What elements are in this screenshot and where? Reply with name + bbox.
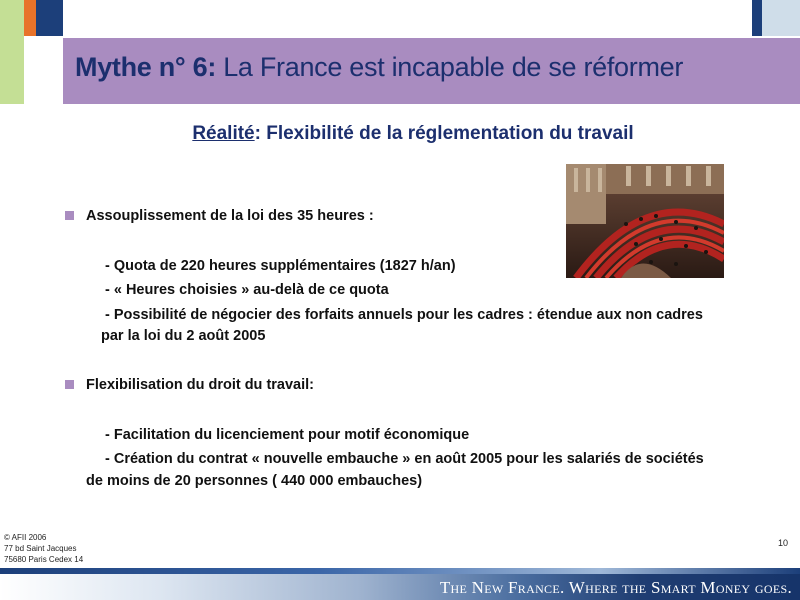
footer-line: © AFII 2006: [4, 533, 47, 542]
list-item: de moins de 20 personnes ( 440 000 embauches): [86, 473, 423, 489]
footer-address: [4, 532, 83, 565]
list-item: - Quota de 220 heures supplémentaires (1827 h/an): [105, 258, 456, 274]
section2-heading: Flexibilisation du droit du travail:: [86, 377, 314, 393]
subtitle-underlined: Réalité: [192, 123, 255, 144]
accent-strip-right-light: [762, 0, 800, 36]
bullet-square: [65, 211, 74, 220]
list-item: - Création du contrat « nouvelle embauche » en août 2005 pour les salariés de sociétés: [105, 451, 704, 467]
accent-strip-green: [0, 0, 24, 104]
accent-strip-right-navy: [752, 0, 762, 36]
list-item: - « Heures choisies » au-delà de ce quota: [105, 282, 389, 298]
slide-subtitle: [0, 123, 800, 145]
title-rest: La France est incapable de se réformer: [216, 52, 684, 82]
section1-heading: Assouplissement de la loi des 35 heures :: [86, 208, 374, 224]
list-item: par la loi du 2 août 2005: [101, 328, 266, 344]
title-bold: Mythe n° 6:: [75, 52, 217, 82]
footer-line: 75680 Paris Cedex 14: [4, 555, 84, 564]
accent-strip-navy: [36, 0, 63, 36]
parliament-photo: [566, 164, 724, 278]
list-item: - Possibilité de négocier des forfaits annuels pour les cadres : étendue aux non cadres: [105, 307, 703, 323]
slogan: The New France. Where the Smart Money goes.: [439, 578, 792, 597]
slide-title: [75, 52, 683, 83]
page-number: 10: [778, 538, 789, 548]
list-item: - Facilitation du licenciement pour motif économique: [105, 427, 470, 443]
bullet-square: [65, 380, 74, 389]
footer-line: 77 bd Saint Jacques: [4, 544, 77, 553]
subtitle-rest: : Flexibilité de la réglementation du travail: [254, 123, 634, 144]
accent-strip-orange: [24, 0, 36, 36]
